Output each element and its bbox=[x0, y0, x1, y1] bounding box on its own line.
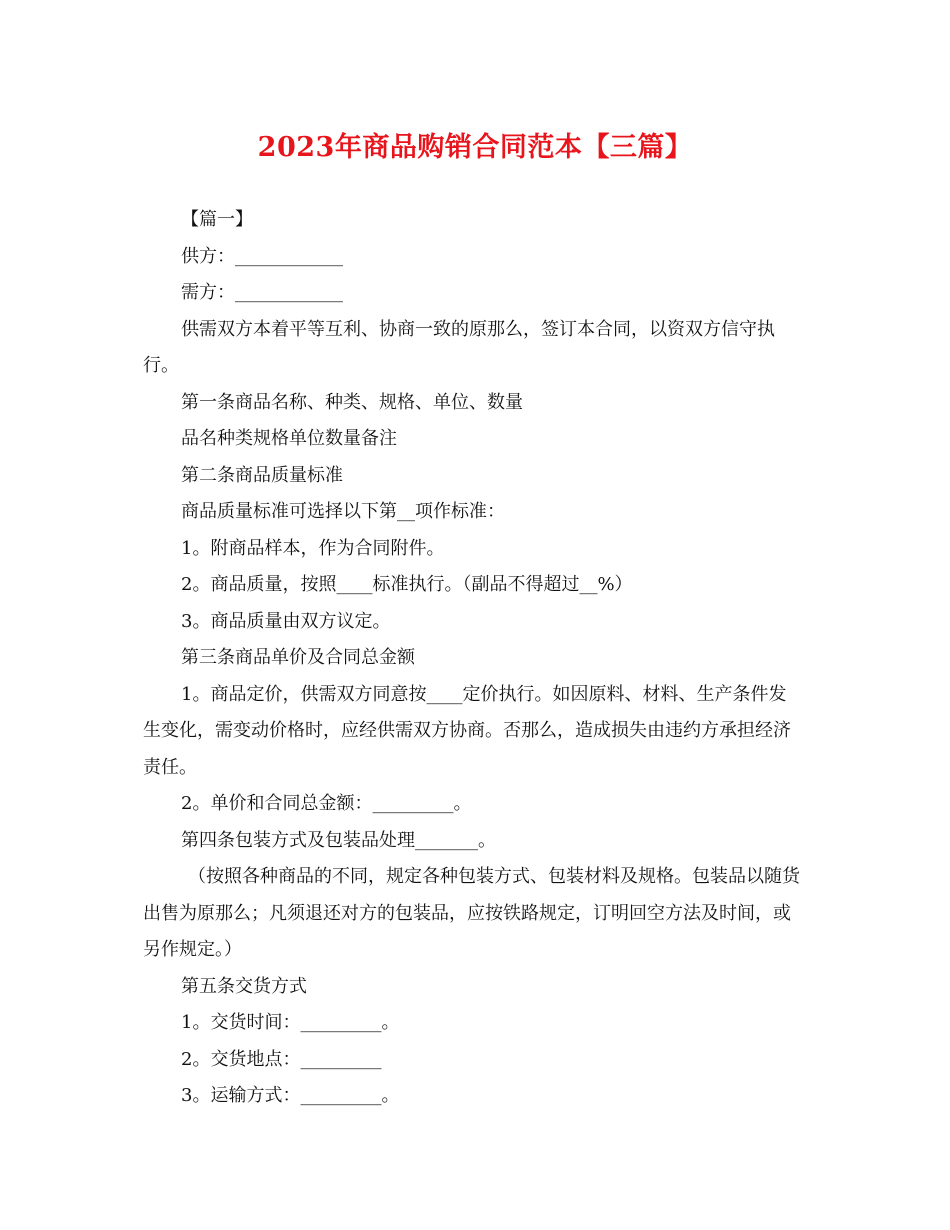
buyer-field: 需方：____________ bbox=[181, 282, 343, 303]
document-title: 2023年商品购销合同范本【三篇】 bbox=[257, 132, 693, 163]
article-three-item-1: 1。商品定价，供需双方同意按____定价执行。如因原料、材料、生产条件发生变化，需变动价格时，应经供需双方协商。否那么，造成损失由违约方承担经济责任。 bbox=[143, 683, 791, 778]
article-one-columns: 品名种类规格单位数量备注 bbox=[181, 428, 397, 449]
article-five-item-3: 3。运输方式：_________。 bbox=[181, 1085, 400, 1106]
preamble-paragraph: 供需双方本着平等互利、协商一致的原那么，签订本合同，以资双方信守执行。 bbox=[143, 318, 775, 376]
article-two-item-1: 1。附商品样本，作为合同附件。 bbox=[181, 537, 445, 559]
article-three-item-2: 2。单价和合同总金额：_________。 bbox=[181, 793, 472, 814]
section-heading-part-one: 【篇一】 bbox=[181, 209, 253, 230]
article-four-heading: 第四条包装方式及包装品处理_______。 bbox=[181, 829, 496, 851]
article-three-heading: 第三条商品单价及合同总金额 bbox=[181, 647, 415, 668]
article-two-item-2: 2。商品质量，按照____标准执行。（副品不得超过__%） bbox=[181, 574, 633, 595]
article-five-item-1: 1。交货时间：_________。 bbox=[181, 1012, 400, 1033]
article-one-heading: 第一条商品名称、种类、规格、单位、数量 bbox=[181, 391, 523, 413]
article-four-note: （按照各种商品的不同，规定各种包装方式、包装材料及规格。包装品以随货出售为原那么；凡须退还对方的包装品，应按铁路规定，订明回空方法及时间，或另作规定。） bbox=[143, 866, 800, 960]
article-five-item-2: 2。交货地点：_________ bbox=[181, 1048, 382, 1070]
supplier-field: 供方：____________ bbox=[181, 245, 343, 267]
document-body bbox=[143, 202, 803, 1115]
article-two-intro: 商品质量标准可选择以下第__项作标准： bbox=[181, 501, 505, 522]
article-two-item-3: 3。商品质量由双方议定。 bbox=[181, 610, 391, 632]
article-two-heading: 第二条商品质量标准 bbox=[181, 464, 343, 486]
article-five-heading: 第五条交货方式 bbox=[181, 975, 307, 997]
